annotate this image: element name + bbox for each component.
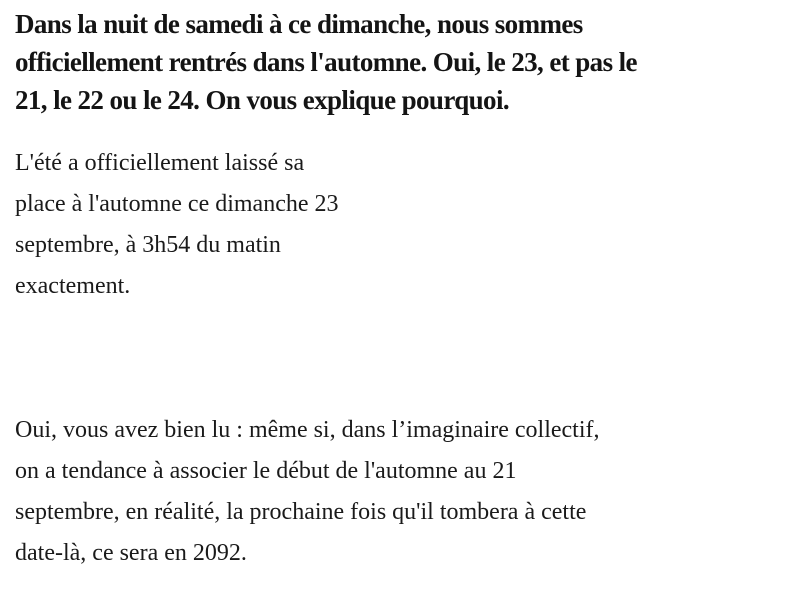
lede-line: 21, le 22 ou le 24. On vous explique pourquoi. <box>15 85 510 115</box>
paragraph-line: L'été a officiellement laissé sa <box>15 150 305 176</box>
article-paragraph-1 <box>15 143 415 307</box>
article-lede <box>15 5 715 119</box>
lede-line: Dans la nuit de samedi à ce dimanche, nous sommes <box>15 9 583 39</box>
paragraph-line: septembre, en réalité, la prochaine fois qu'il tombera à cette <box>15 499 587 525</box>
lede-line: officiellement rentrés dans l'automne. Oui, le 23, et pas le <box>15 47 637 77</box>
paragraph-line: septembre, à 3h54 du matin <box>15 232 281 258</box>
paragraph-line: date-là, ce sera en 2092. <box>15 540 247 566</box>
paragraph-line: on a tendance à associer le début de l'automne au 21 <box>15 458 517 484</box>
paragraph-line: exactement. <box>15 273 131 299</box>
article-paragraph-2 <box>15 410 755 574</box>
paragraph-line: place à l'automne ce dimanche 23 <box>15 191 339 217</box>
paragraph-line: Oui, vous avez bien lu : même si, dans l’imaginaire collectif, <box>15 417 600 443</box>
